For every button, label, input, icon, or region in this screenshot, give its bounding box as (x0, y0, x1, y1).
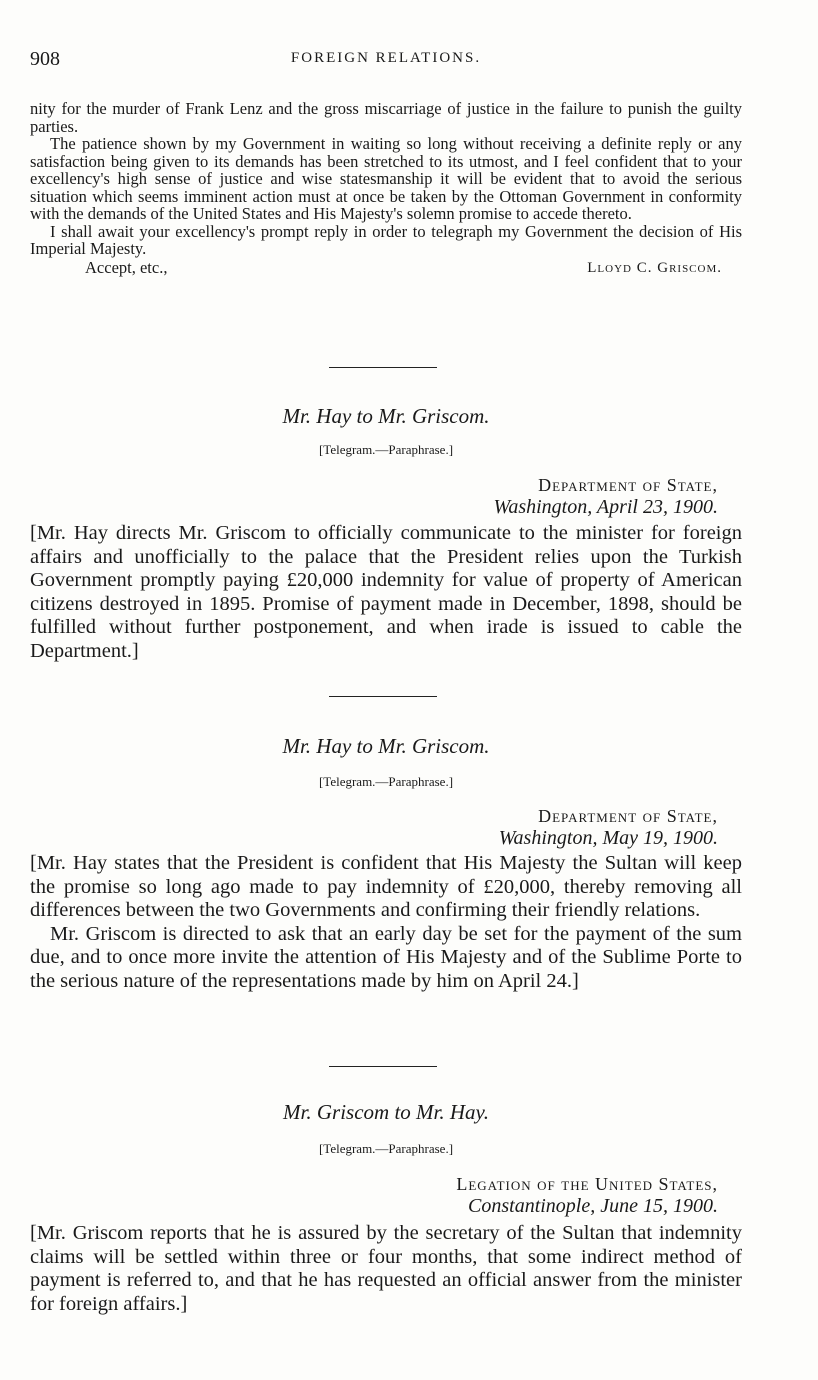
document-note: [Telegram.—Paraphrase.] (318, 442, 454, 457)
page-header (30, 40, 742, 72)
section-divider (329, 1066, 437, 1067)
closing-row (30, 258, 742, 278)
document-body (30, 1222, 742, 1316)
body-paragraph: Mr. Griscom is directed to ask that an early day be set for the payment of the sum due, and to once more invite the attention of His Majesty and of the Sublime Porte to the serious nature of the representations made by him on April 24.] (30, 922, 742, 992)
document-title: Mr. Hay to Mr. Griscom. (282, 404, 490, 428)
body-paragraph: [Mr. Hay states that the President is confident that His Majesty the Sultan will keep the promise so long ago made to pay indemnity of £20,000, thereby removing all differences between the two Governments and confirming their friendly relations. (30, 852, 742, 921)
document-note: [Telegram.—Paraphrase.] (318, 774, 454, 789)
dateline (30, 474, 742, 518)
document-title: Mr. Hay to Mr. Griscom. (282, 734, 490, 758)
signature: Lloyd C. Griscom. (587, 259, 722, 276)
page-number: 908 (30, 48, 60, 70)
running-head: FOREIGN RELATIONS. (290, 50, 482, 66)
dateline-date: Washington, May 19, 1900. (498, 827, 718, 849)
document-title: Mr. Griscom to Mr. Hay. (283, 1100, 489, 1124)
dateline (30, 1173, 742, 1217)
dateline-place: Department of State, (538, 475, 718, 495)
dateline-place: Department of State, (538, 806, 718, 826)
document-body (30, 852, 742, 993)
page (30, 40, 742, 1315)
body-paragraph: [Mr. Griscom reports that he is assured by the secretary of the Sultan that indemnity claims will be settled within three or four months, that some indirect method of payment is referred to, and that he has requested an official answer from the minister for foreign affairs.] (30, 1222, 742, 1315)
letter-paragraph: I shall await your excellency's prompt reply in order to telegraph my Government the decision of His Imperial Majesty. (30, 221, 742, 258)
document-note: [Telegram.—Paraphrase.] (318, 1141, 454, 1156)
dateline-place: Legation of the United States, (456, 1174, 718, 1194)
body-paragraph: [Mr. Hay directs Mr. Griscom to officially communicate to the minister for foreign affairs and unofficially to the palace that the President relies upon the Turkish Government promptly paying £20,000 indemnity for value of property of American citizens destroyed in 1895. Promise of payment made in December, 1898, should be fulfilled without further postponement, and when irade is issued to cable the Department.] (30, 522, 742, 662)
section-divider (329, 696, 437, 697)
letter-conclusion (30, 100, 742, 278)
dateline-date: Washington, April 23, 1900. (493, 496, 718, 518)
section-divider (329, 367, 437, 368)
closing-formula: Accept, etc., (85, 257, 168, 277)
letter-paragraph: nity for the murder of Frank Lenz and the gross miscarriage of justice in the failure to punish the guilty parties. (30, 99, 742, 136)
letter-paragraph: The patience shown by my Government in waiting so long without receiving a definite reply or any satisfaction being given to its demands has been stretched to its utmost, and I feel confident that to your excellency's high sense of justice and wise statesmanship it will be evident that to avoid the serious situation which seems imminent action must at once be taken by the Ottoman Government in conformity with the demands of the United States and His Majesty's solemn promise to accede thereto. (30, 134, 742, 223)
dateline (30, 805, 742, 849)
dateline-date: Constantinople, June 15, 1900. (468, 1195, 718, 1217)
document-body (30, 522, 742, 663)
